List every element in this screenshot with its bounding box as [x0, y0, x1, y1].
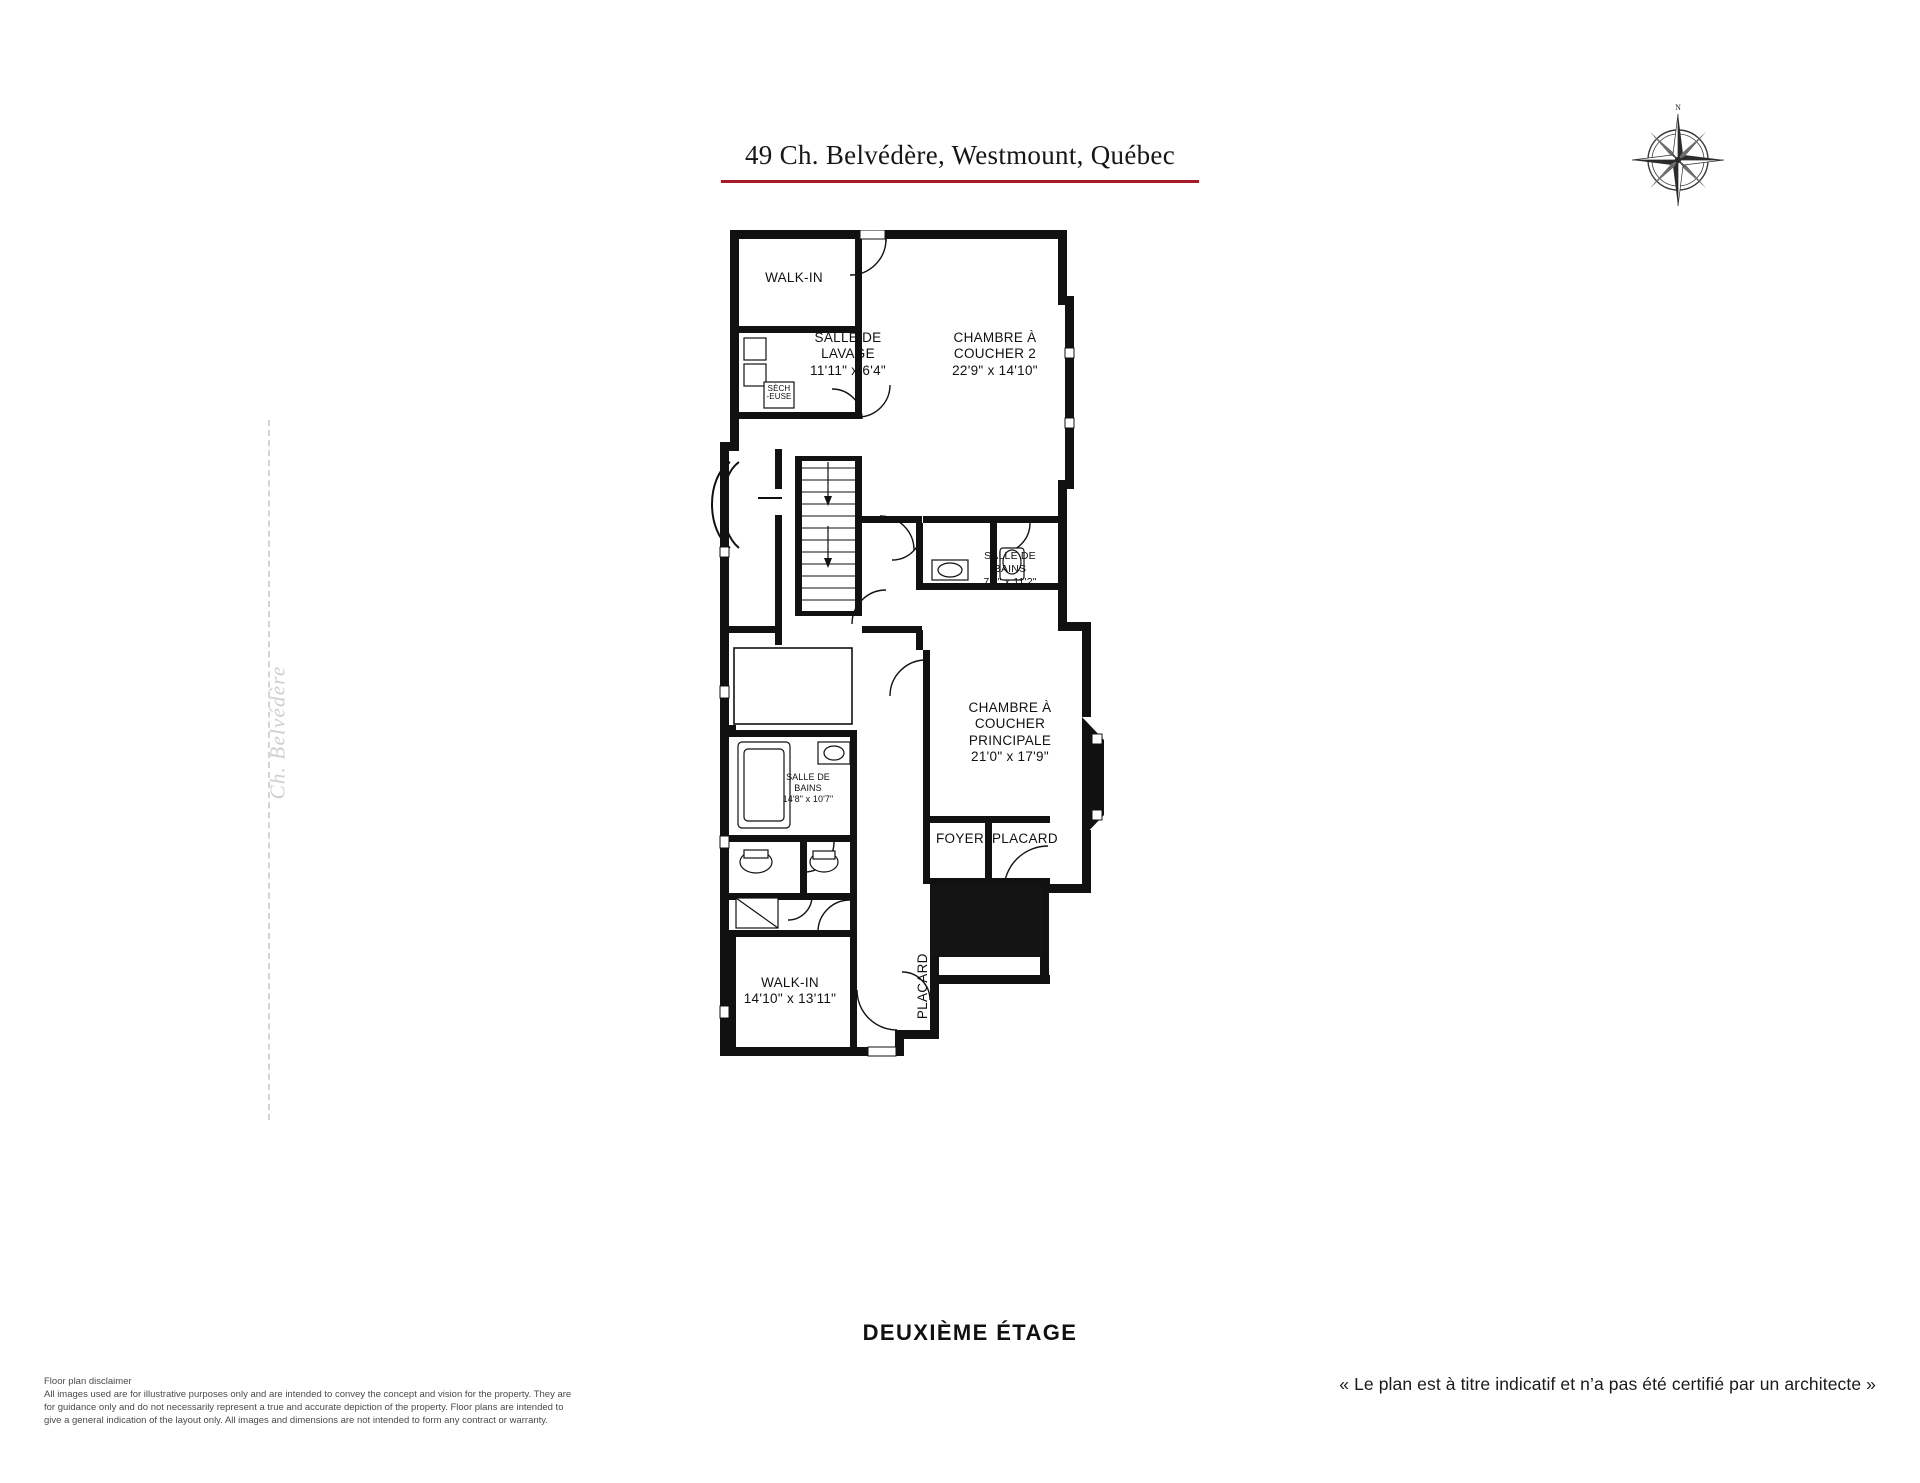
compass-rose-icon: [1620, 100, 1736, 216]
floor-plan-disclaimer: [44, 1375, 574, 1427]
disclaimer-heading: Floor plan disclaimer: [44, 1376, 132, 1387]
compass-north-label: N: [1675, 103, 1681, 112]
placard-fill: [930, 885, 1042, 957]
left-terrace-outline: [734, 648, 852, 724]
title-underline-rule: [721, 180, 1199, 183]
room-label-chambre-2: CHAMBRE À COUCHER 2 22'9" x 14'10": [952, 330, 1038, 378]
room-label-walk-in-top: WALK-IN: [765, 270, 823, 285]
page-title-block: [660, 140, 1260, 183]
room-label-salle-de-bains-1: SALLE DE BAINS 14'8" x 10'7": [782, 772, 834, 804]
room-label-salle-de-lavage: SALLE DE LAVAGE 11'11" x 6'4": [810, 330, 886, 378]
street-name-label: Ch. Belvédère: [265, 665, 290, 800]
room-label-walk-in-bottom: WALK-IN 14'10" x 13'11": [743, 975, 837, 1007]
floor-caption: DEUXIÈME ÉTAGE: [862, 1320, 1078, 1345]
room-label-salle-de-bains-2: SALLE DE BAINS 7'9" x 11'2": [983, 550, 1037, 588]
page-title: 49 Ch. Belvédère, Westmount, Québec: [745, 140, 1175, 170]
staircase: [802, 462, 855, 600]
floor-plan-drawing: [700, 230, 1240, 1290]
room-label-placard-lower: PLACARD: [914, 953, 930, 1020]
room-label-foyer: FOYER: [935, 831, 984, 846]
appliance-label-dryer: SÈCH -EUSE: [766, 384, 792, 402]
architect-certification-note: « Le plan est à titre indicatif et n’a pas été certifié par un architecte »: [1339, 1374, 1876, 1394]
street-annotation: [230, 420, 350, 1120]
room-label-chambre-principale: CHAMBRE À COUCHER PRINCIPALE 21'0" x 17'9": [968, 700, 1052, 765]
disclaimer-body: All images used are for illustrative purposes only and are intended to convey the concept and vision for the property. They are for guidance only and do not necessarily represent a true and accurate depiction of the property. Floor plans are intended to give a general indication of the layout only. All images and dimensions are not intended to form any contract or warranty.: [44, 1389, 572, 1427]
room-label-placard-upper: PLACARD: [992, 831, 1058, 846]
